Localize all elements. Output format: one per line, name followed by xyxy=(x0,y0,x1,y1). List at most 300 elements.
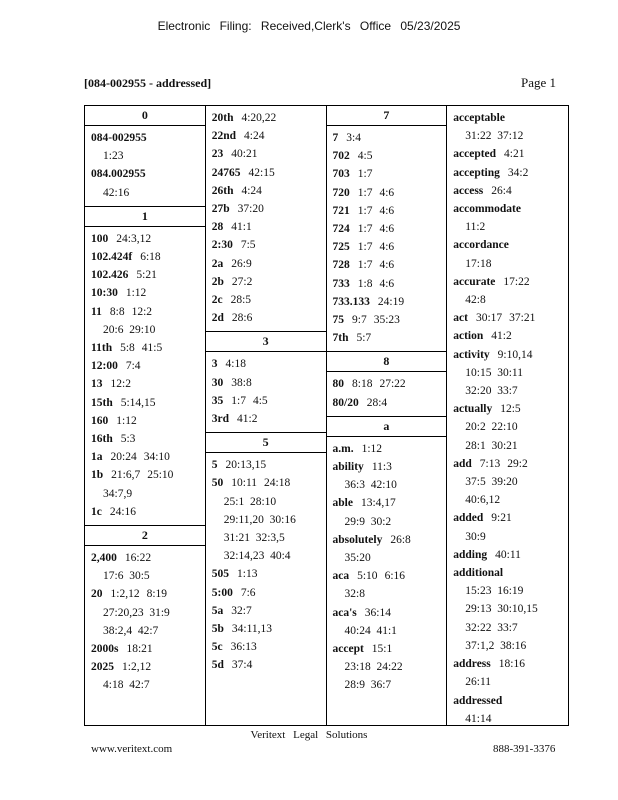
index-term: 3rd xyxy=(211,413,229,426)
page-line-ref: 24:18 xyxy=(264,477,291,490)
page-line-ref: 34:2 xyxy=(507,166,529,179)
index-entry xyxy=(212,109,326,127)
index-entry xyxy=(453,655,568,691)
page-line-ref-continued: 26:11 xyxy=(465,676,492,689)
page-line-ref: 4:20,22 xyxy=(241,112,277,124)
page-line-ref: 1:12 xyxy=(116,414,137,427)
index-entry xyxy=(91,412,205,430)
index-term: 5c xyxy=(211,641,223,654)
page-line-ref: 21:6,7 xyxy=(111,469,141,482)
index-term: 720 xyxy=(332,186,350,199)
section-heading: 5 xyxy=(206,432,326,453)
index-term: 11th xyxy=(91,342,113,355)
page-line-ref: 37:4 xyxy=(231,659,253,672)
index-term: accept xyxy=(332,643,364,656)
index-entry xyxy=(333,220,447,238)
page-line-ref: 16:22 xyxy=(124,552,152,565)
section-entries xyxy=(206,106,326,331)
index-entry xyxy=(212,145,326,163)
index-entry xyxy=(212,584,326,602)
page-line-ref-continued: 23:18 24:22 xyxy=(344,661,403,674)
index-entry xyxy=(333,567,447,603)
page-line-ref: 36:13 xyxy=(230,641,257,654)
page-line-ref: 5:3 xyxy=(120,433,136,446)
index-term: aca xyxy=(332,570,350,583)
page-line-ref-continued: 25:1 28:10 xyxy=(223,495,277,508)
index-entry xyxy=(91,230,205,248)
page-line-ref: 38:8 xyxy=(231,376,252,389)
index-entry xyxy=(212,620,326,638)
page-line-ref-continued: 37:5 39:20 xyxy=(465,476,518,489)
index-entry xyxy=(333,604,447,640)
section-heading: 7 xyxy=(327,106,447,126)
page-line-ref-continued: 11:2 xyxy=(465,221,486,234)
index-entry xyxy=(91,165,205,201)
page-line-ref: 3:4 xyxy=(346,132,361,144)
index-term: 2c xyxy=(211,294,223,307)
page-line-ref: 36:14 xyxy=(364,606,391,619)
index-entry xyxy=(212,218,326,236)
index-term: 27b xyxy=(211,203,230,216)
index-entry xyxy=(91,448,205,466)
page-line-ref-continued: 30:9 xyxy=(465,530,486,543)
page-line-ref: 9:7 xyxy=(352,314,367,327)
index-term: 75 xyxy=(332,314,344,327)
index-term: 80 xyxy=(332,378,344,391)
page-line-ref: 32:7 xyxy=(231,604,252,617)
index-term: actually xyxy=(453,403,493,416)
index-column xyxy=(327,106,448,725)
index-entry xyxy=(91,375,205,393)
index-term: 102.426 xyxy=(91,269,129,282)
index-term: aca's xyxy=(332,606,357,619)
index-term: 80/20 xyxy=(332,396,359,409)
page-line-ref: 40:11 xyxy=(495,548,521,561)
index-term: 50 xyxy=(211,477,224,490)
index-entry xyxy=(212,236,326,254)
section-entries xyxy=(447,106,568,725)
page-line-ref: 4:6 xyxy=(379,277,395,290)
section-heading: a xyxy=(327,416,447,437)
index-term: 2a xyxy=(211,257,224,270)
index-term: add xyxy=(453,457,472,470)
page-line-ref-continued: 17:18 xyxy=(465,257,492,270)
page-line-ref: 41:2 xyxy=(491,330,512,343)
page-line-ref-continued: 4:18 42:7 xyxy=(103,679,150,692)
section-heading: 0 xyxy=(85,106,205,126)
index-entry xyxy=(333,394,447,412)
page-line-ref: 1:12 xyxy=(361,442,383,455)
page-line-ref: 6:18 xyxy=(140,251,161,264)
index-term: 5a xyxy=(211,604,224,617)
index-entry xyxy=(91,585,205,640)
page-line-ref: 4:5 xyxy=(252,394,268,407)
page-line-ref: 1:12 xyxy=(125,287,147,300)
page-line-ref-continued: 35:20 xyxy=(344,552,371,565)
index-entry xyxy=(333,165,447,183)
index-term: 28 xyxy=(211,221,224,234)
index-entry xyxy=(212,392,326,410)
section-heading: 3 xyxy=(206,331,326,352)
index-entry xyxy=(333,375,447,393)
page-line-ref: 6:16 xyxy=(384,570,406,583)
page-line-ref: 1:7 xyxy=(357,204,373,217)
page-line-ref: 28:5 xyxy=(230,294,252,307)
index-entry xyxy=(453,236,568,272)
index-term: 30 xyxy=(211,376,224,389)
page-line-ref-continued: 40:24 41:1 xyxy=(344,624,397,637)
index-entry xyxy=(212,273,326,291)
page-line-ref: 4:21 xyxy=(504,148,525,161)
index-term: ability xyxy=(332,461,364,474)
page-line-ref: 26:9 xyxy=(231,257,252,270)
index-term: absolutely xyxy=(332,533,383,546)
page-line-ref: 5:7 xyxy=(356,332,372,345)
index-term: 733 xyxy=(332,277,350,290)
index-entry xyxy=(91,658,205,694)
index-term: 702 xyxy=(332,150,350,163)
index-term: accurate xyxy=(453,275,496,288)
index-entry xyxy=(333,440,447,458)
page-line-ref-continued: 31:22 37:12 xyxy=(465,130,524,143)
index-entry xyxy=(212,291,326,309)
page-line-ref: 1:13 xyxy=(237,568,258,581)
index-entry xyxy=(212,410,326,428)
page-line-ref: 18:16 xyxy=(498,658,525,671)
index-entry xyxy=(212,164,326,182)
page-line-ref: 1:7 xyxy=(357,168,373,181)
page-line-ref: 7:4 xyxy=(125,360,141,373)
page-line-ref: 5:14,15 xyxy=(120,396,156,409)
index-term: 100 xyxy=(91,232,109,245)
index-term: 15th xyxy=(91,396,113,409)
index-term: 1c xyxy=(91,505,102,518)
index-entry xyxy=(212,182,326,200)
page-line-ref-continued: 42:16 xyxy=(103,186,130,199)
index-entry xyxy=(333,202,447,220)
index-term: 1b xyxy=(91,469,104,482)
page-line-ref: 5:8 xyxy=(120,342,135,355)
index-entry xyxy=(453,546,568,564)
index-entry xyxy=(212,456,326,474)
footer-website: www.veritext.com xyxy=(91,743,173,755)
index-entry xyxy=(453,200,568,236)
index-term: 12:00 xyxy=(91,360,118,373)
page-line-ref-continued: 20:2 22:10 xyxy=(465,421,518,434)
index-entry xyxy=(333,256,447,274)
page-line-ref: 5:21 xyxy=(136,269,157,282)
case-line: [084-002955 - addressed] xyxy=(84,76,212,90)
index-term: 2000s xyxy=(91,643,119,656)
index-term: added xyxy=(453,512,484,525)
index-term: 725 xyxy=(332,241,350,254)
index-term: 505 xyxy=(211,568,229,581)
index-term: addressed xyxy=(453,694,503,707)
index-term: 3 xyxy=(211,358,218,371)
index-term: 7th xyxy=(332,332,349,345)
page-line-ref: 4:5 xyxy=(357,150,373,163)
index-term: access xyxy=(453,184,484,197)
index-entry xyxy=(212,374,326,392)
index-term: 26th xyxy=(211,184,234,197)
index-term: a.m. xyxy=(332,442,354,455)
page-line-ref-continued: 28:9 36:7 xyxy=(344,679,392,692)
page-line-ref-continued: 17:6 30:5 xyxy=(103,570,150,583)
index-entry xyxy=(333,531,447,567)
page-line-ref: 4:6 xyxy=(379,241,395,254)
index-entry xyxy=(91,266,205,284)
page-line-ref: 4:24 xyxy=(244,130,265,143)
page-line-ref-continued: 10:15 30:11 xyxy=(465,366,523,379)
page-line-ref-continued: 37:1,2 38:16 xyxy=(465,639,527,652)
page-line-ref: 13:4,17 xyxy=(360,497,396,510)
section-heading: 1 xyxy=(85,206,205,227)
page-line-ref: 4:6 xyxy=(379,223,395,236)
index-entry xyxy=(333,640,447,695)
page-line-ref: 12:5 xyxy=(500,403,521,416)
page-line-ref: 1:7 xyxy=(357,186,373,199)
page-line-ref: 4:18 xyxy=(225,358,246,371)
index-entry xyxy=(453,109,568,145)
index-term: able xyxy=(332,497,353,510)
index-term: 160 xyxy=(91,414,109,427)
index-term: 2025 xyxy=(91,661,114,674)
page-line-ref-continued: 38:2,4 42:7 xyxy=(103,624,159,637)
index-term: 2:30 xyxy=(211,239,233,252)
index-entry xyxy=(453,145,568,163)
page-line-ref: 27:2 xyxy=(231,275,253,288)
page-line-ref: 1:7 xyxy=(357,223,373,236)
section-heading: 8 xyxy=(327,351,447,372)
page-line-ref-continued: 29:13 30:10,15 xyxy=(465,603,538,616)
index-term: accommodate xyxy=(453,203,521,216)
page-line-ref: 8:19 xyxy=(146,588,168,601)
index-entry xyxy=(212,200,326,218)
index-entry xyxy=(333,184,447,202)
page-line-ref: 27:22 xyxy=(379,378,406,391)
page-line-ref: 4:6 xyxy=(379,186,395,199)
index-entry xyxy=(91,430,205,448)
index-term: 16th xyxy=(91,433,113,446)
page-line-ref: 4:6 xyxy=(379,204,395,217)
index-term: activity xyxy=(453,348,490,361)
page-line-ref-continued: 32:14,23 40:4 xyxy=(223,550,291,563)
page-line-ref: 41:1 xyxy=(231,221,252,234)
index-term: 2d xyxy=(211,312,224,325)
index-entry xyxy=(91,129,205,165)
page-line-ref: 29:2 xyxy=(507,457,528,470)
index-entry xyxy=(91,357,205,375)
page-line-ref-continued: 31:21 32:3,5 xyxy=(223,532,285,545)
index-entry xyxy=(453,273,568,309)
page-line-ref: 30:17 xyxy=(475,312,503,325)
index-term: 5b xyxy=(211,623,224,636)
index-entry xyxy=(333,238,447,256)
index-entry xyxy=(453,509,568,545)
page-line-ref: 17:22 xyxy=(503,275,530,288)
page-line-ref-continued: 32:8 xyxy=(344,588,365,601)
index-term: 724 xyxy=(332,223,350,236)
page-line-ref: 7:13 xyxy=(479,457,501,470)
index-entry xyxy=(91,303,205,339)
index-term: acceptable xyxy=(453,112,505,124)
page-line-ref-continued: 36:3 42:10 xyxy=(344,479,397,492)
page-line-ref: 42:15 xyxy=(248,166,275,179)
page-line-ref: 25:10 xyxy=(147,469,174,482)
index-term: 728 xyxy=(332,259,350,272)
page-line-ref: 7:6 xyxy=(240,586,256,599)
index-entry xyxy=(91,503,205,521)
efiling-stamp: Electronic Filing: Received,Clerk's Office 05/23/2025 xyxy=(157,19,461,33)
section-entries xyxy=(206,453,326,678)
index-entry xyxy=(212,355,326,373)
index-term: 24765 xyxy=(211,166,241,179)
index-entry xyxy=(333,147,447,165)
index-entry xyxy=(212,638,326,656)
index-term: 20th xyxy=(211,112,234,124)
index-term: 5d xyxy=(211,659,224,672)
page-line-ref: 1:2,12 xyxy=(110,588,140,601)
page-line-ref: 41:2 xyxy=(237,413,258,426)
index-entry xyxy=(333,129,447,147)
index-term: 084-002955 xyxy=(91,132,147,144)
index-entry xyxy=(333,329,447,347)
index-term: 20 xyxy=(91,588,103,601)
index-term: accepting xyxy=(453,166,500,179)
index-entry xyxy=(453,309,568,327)
index-entry xyxy=(212,565,326,583)
page-line-ref: 18:21 xyxy=(126,643,153,656)
index-term: 2b xyxy=(211,275,224,288)
page-line-ref: 35:23 xyxy=(373,314,400,327)
index-entry xyxy=(212,255,326,273)
index-entry xyxy=(212,656,326,674)
index-term: 22nd xyxy=(211,130,237,143)
index-entry xyxy=(453,327,568,345)
index-entry xyxy=(453,400,568,455)
page-line-ref: 24:19 xyxy=(377,295,405,308)
page-line-ref: 1:8 xyxy=(357,277,373,290)
index-entry xyxy=(333,293,447,311)
page-line-ref-continued: 41:14 xyxy=(465,712,492,725)
index-term: 703 xyxy=(332,168,350,181)
index-entry xyxy=(453,182,568,200)
index-entry xyxy=(91,284,205,302)
section-entries xyxy=(327,126,447,351)
page-line-ref: 40:21 xyxy=(231,148,258,161)
index-term: adding xyxy=(453,548,488,561)
section-entries xyxy=(85,126,205,206)
page-line-ref: 24:16 xyxy=(109,505,137,518)
index-term: address xyxy=(453,658,491,671)
page-line-ref-continued: 29:9 30:2 xyxy=(344,515,392,528)
index-term: 084.002955 xyxy=(91,168,146,181)
index-term: action xyxy=(453,330,484,343)
page-line-ref: 9:21 xyxy=(491,512,512,525)
page-line-ref-continued: 32:22 33:7 xyxy=(465,621,518,634)
index-term: 13 xyxy=(91,378,103,391)
page-line-ref-continued: 34:7,9 xyxy=(103,487,133,500)
page-line-ref: 12:2 xyxy=(131,305,153,318)
section-entries xyxy=(206,352,326,432)
index-entry xyxy=(333,458,447,494)
index-term: 10:30 xyxy=(91,287,118,300)
index-term: 23 xyxy=(211,148,224,161)
page-line-ref-continued: 32:20 33:7 xyxy=(465,385,518,398)
index-term: 721 xyxy=(332,204,350,217)
footer-company: Veritext Legal Solutions xyxy=(250,729,368,741)
page-line-ref: 1:7 xyxy=(357,241,373,254)
page-number: Page 1 xyxy=(521,75,557,90)
index-term: accordance xyxy=(453,239,509,252)
page-line-ref: 8:18 xyxy=(352,378,373,391)
page-line-ref: 20:13,15 xyxy=(225,459,267,472)
index-term: accepted xyxy=(453,148,497,161)
index-entry xyxy=(212,309,326,327)
index-entry xyxy=(91,394,205,412)
page-line-ref: 37:20 xyxy=(237,203,264,216)
index-entry xyxy=(212,127,326,145)
index-term: act xyxy=(453,312,468,325)
page-line-ref: 20:24 xyxy=(110,451,137,464)
page-line-ref: 7:5 xyxy=(240,239,256,252)
page-line-ref: 1:2,12 xyxy=(122,661,152,674)
index-entry xyxy=(333,311,447,329)
index-term: 733.133 xyxy=(332,295,370,308)
section-entries xyxy=(85,546,205,699)
page-line-ref: 34:10 xyxy=(143,451,170,464)
page-line-ref: 4:6 xyxy=(379,259,395,272)
section-entries xyxy=(327,372,447,415)
page-line-ref-continued: 20:6 29:10 xyxy=(103,323,156,336)
index-entry xyxy=(91,640,205,658)
index-entry xyxy=(453,455,568,510)
page-line-ref: 28:4 xyxy=(366,396,388,409)
index-entry xyxy=(212,474,326,565)
page-line-ref: 26:8 xyxy=(390,533,411,546)
page-line-ref: 5:10 xyxy=(357,570,378,583)
page-line-ref: 8:8 xyxy=(109,305,125,318)
page-line-ref: 24:3,12 xyxy=(116,232,152,245)
index-column xyxy=(447,106,568,725)
index-column xyxy=(206,106,327,725)
index-entry xyxy=(333,275,447,293)
index-entry xyxy=(212,602,326,620)
index-entry xyxy=(91,549,205,585)
index-entry xyxy=(453,564,568,655)
page-line-ref-continued: 29:11,20 30:16 xyxy=(223,513,296,526)
index-entry xyxy=(453,692,568,726)
page-line-ref: 1:7 xyxy=(231,394,246,407)
index-entry xyxy=(453,164,568,182)
section-entries xyxy=(327,437,447,699)
index-term: 35 xyxy=(211,394,224,407)
page-line-ref: 9:10,14 xyxy=(497,348,533,361)
index-term: 7 xyxy=(332,132,339,144)
index-term: 2,400 xyxy=(91,552,117,565)
section-entries xyxy=(85,227,205,525)
page-line-ref: 41:5 xyxy=(141,342,163,355)
index-term: 5:00 xyxy=(211,586,233,599)
index-entry xyxy=(91,248,205,266)
page-line-ref: 1:7 xyxy=(357,259,373,272)
index-entry xyxy=(91,339,205,357)
footer-phone: 888-391-3376 xyxy=(493,743,556,755)
page-line-ref: 28:6 xyxy=(231,312,253,325)
page-line-ref-continued: 15:23 16:19 xyxy=(465,585,524,598)
page-line-ref-continued: 42:8 xyxy=(465,294,486,307)
index-term: 1a xyxy=(91,451,103,464)
